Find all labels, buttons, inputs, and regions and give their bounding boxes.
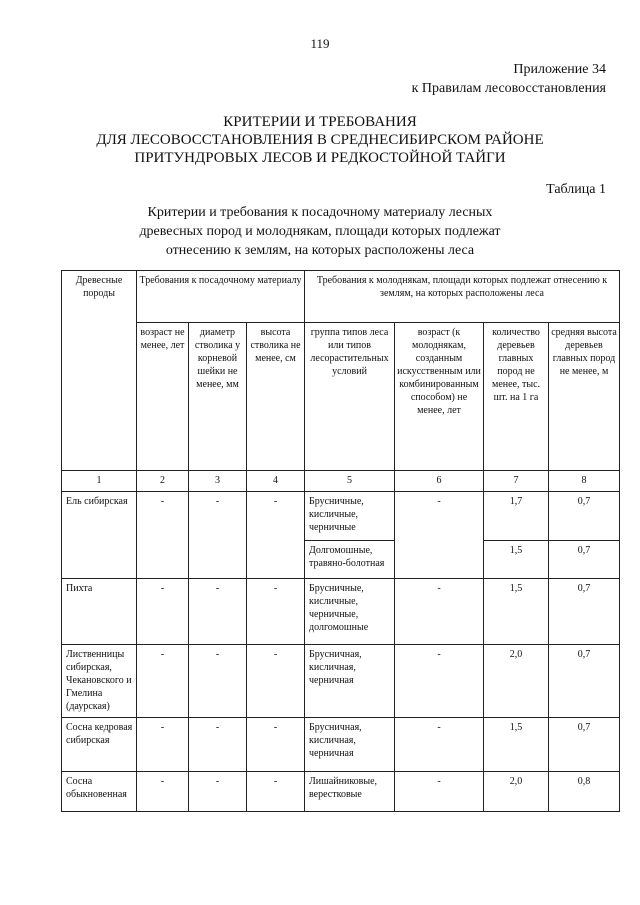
young-age: - bbox=[395, 718, 484, 772]
table-subtitle-line-2: древесных пород и молоднякам, площади которых подлежат bbox=[139, 224, 501, 239]
header-planting-material: Требования к посадочному материалу bbox=[137, 271, 305, 323]
tree-count: 1,7 bbox=[484, 492, 549, 541]
planting-height: - bbox=[247, 645, 305, 718]
average-height: 0,7 bbox=[549, 541, 620, 579]
forest-type: Брусничная, кисличная, черничная bbox=[305, 645, 395, 718]
species-name: Сосна кедровая сибирская bbox=[62, 718, 137, 772]
planting-height: - bbox=[247, 772, 305, 812]
planting-age: - bbox=[137, 772, 189, 812]
header-diameter: диаметр стволика у корневой шейки не менее, мм bbox=[189, 323, 247, 471]
forest-type: Брусничные, кисличные, черничные, долгомошные bbox=[305, 579, 395, 645]
planting-diameter: - bbox=[189, 492, 247, 579]
page-number: 119 bbox=[310, 36, 330, 51]
header-young-age: возраст (к молоднякам, созданным искусственным или комбинированным способом) не менее, лет bbox=[395, 323, 484, 471]
column-number: 2 bbox=[137, 471, 189, 492]
column-number: 8 bbox=[549, 471, 620, 492]
species-name: Ель сибирская bbox=[62, 492, 137, 579]
header-forest-type: группа типов леса или типов лесорастительных условий bbox=[305, 323, 395, 471]
appendix-reference: к Правилам лесовосстановления bbox=[411, 81, 606, 96]
header-row-groups bbox=[62, 271, 620, 323]
planting-age: - bbox=[137, 492, 189, 579]
tree-count: 1,5 bbox=[484, 718, 549, 772]
planting-diameter: - bbox=[189, 579, 247, 645]
table-subtitle-line-3: отнесению к землям, на которых расположены леса bbox=[165, 243, 475, 258]
column-number: 4 bbox=[247, 471, 305, 492]
table-label: Таблица 1 bbox=[546, 182, 606, 197]
column-number: 6 bbox=[395, 471, 484, 492]
header-young-stands: Требования к молоднякам, площади которых подлежат отнесению к землям, на которых расположены леса bbox=[305, 271, 620, 323]
table-subtitle-line-1: Критерии и требования к посадочному материалу лесных bbox=[147, 205, 493, 220]
header-age: возраст не менее, лет bbox=[137, 323, 189, 471]
planting-diameter: - bbox=[189, 772, 247, 812]
tree-count: 2,0 bbox=[484, 772, 549, 812]
column-number: 5 bbox=[305, 471, 395, 492]
planting-height: - bbox=[247, 718, 305, 772]
header-row-columns bbox=[62, 323, 620, 471]
table-row bbox=[62, 772, 620, 812]
average-height: 0,7 bbox=[549, 579, 620, 645]
heading-line-1: КРИТЕРИИ И ТРЕБОВАНИЯ bbox=[223, 114, 417, 130]
planting-height: - bbox=[247, 492, 305, 579]
average-height: 0,8 bbox=[549, 772, 620, 812]
heading-line-3: ПРИТУНДРОВЫХ ЛЕСОВ И РЕДКОСТОЙНОЙ ТАЙГИ bbox=[134, 150, 506, 166]
young-age: - bbox=[395, 772, 484, 812]
table-row bbox=[62, 718, 620, 772]
average-height: 0,7 bbox=[549, 645, 620, 718]
forest-type: Долгомошные, травяно-болотная bbox=[305, 541, 395, 579]
species-name: Сосна обыкновенная bbox=[62, 772, 137, 812]
appendix-number: Приложение 34 bbox=[513, 62, 606, 77]
table-row bbox=[62, 645, 620, 718]
species-name: Пихта bbox=[62, 579, 137, 645]
planting-age: - bbox=[137, 645, 189, 718]
tree-count: 1,5 bbox=[484, 579, 549, 645]
column-number: 3 bbox=[189, 471, 247, 492]
forest-type: Лишайниковые, верестковые bbox=[305, 772, 395, 812]
column-numbers-row bbox=[62, 471, 620, 492]
planting-diameter: - bbox=[189, 718, 247, 772]
column-number: 1 bbox=[62, 471, 137, 492]
average-height: 0,7 bbox=[549, 718, 620, 772]
column-number: 7 bbox=[484, 471, 549, 492]
tree-count: 2,0 bbox=[484, 645, 549, 718]
criteria-table bbox=[61, 270, 620, 812]
header-tree-count: количество деревьев главных пород не менее, тыс. шт. на 1 га bbox=[484, 323, 549, 471]
tree-count: 1,5 bbox=[484, 541, 549, 579]
heading-line-2: ДЛЯ ЛЕСОВОССТАНОВЛЕНИЯ В СРЕДНЕСИБИРСКОМ РАЙОНЕ bbox=[96, 132, 544, 148]
header-average-height: средняя высота деревьев главных пород не менее, м bbox=[549, 323, 620, 471]
table-row bbox=[62, 579, 620, 645]
average-height: 0,7 bbox=[549, 492, 620, 541]
young-age: - bbox=[395, 579, 484, 645]
forest-type: Брусничные, кисличные, черничные bbox=[305, 492, 395, 541]
planting-age: - bbox=[137, 718, 189, 772]
forest-type: Брусничная, кисличная, черничная bbox=[305, 718, 395, 772]
header-species: Древесные породы bbox=[62, 271, 137, 471]
young-age: - bbox=[395, 492, 484, 579]
planting-age: - bbox=[137, 579, 189, 645]
table-row bbox=[62, 492, 620, 541]
young-age: - bbox=[395, 645, 484, 718]
species-name: Лиственницы сибирская, Чекановского и Гмелина (даурская) bbox=[62, 645, 137, 718]
header-height: высота стволика не менее, см bbox=[247, 323, 305, 471]
planting-height: - bbox=[247, 579, 305, 645]
planting-diameter: - bbox=[189, 645, 247, 718]
